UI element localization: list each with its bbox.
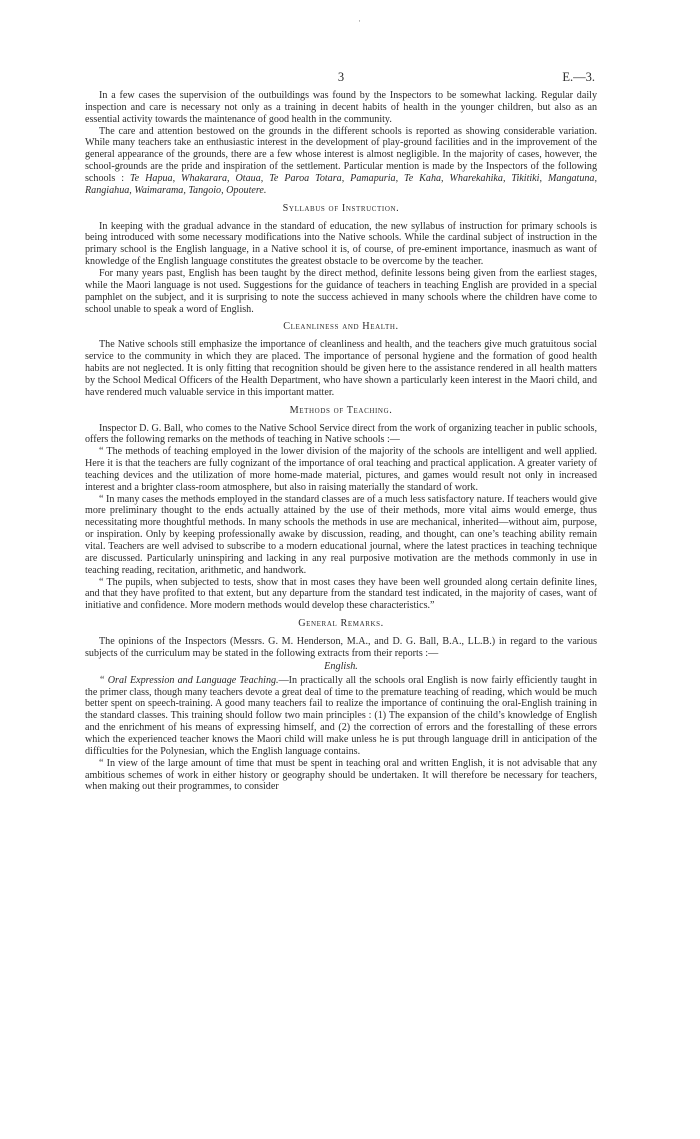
paragraph-methods-quote-3: “ The pupils, when subjected to tests, show that in most cases they have been well grounded along certain definite lines, and that they have profited to that extent, but any departure from the standard test indicated, in the majority of cases, want of initiative and confidence. More modern methods would develop these characteristics.” (85, 576, 597, 612)
paragraph-oral-expression (85, 675, 597, 758)
paragraph-view: “ In view of the large amount of time that must be spent in teaching oral and written English, it is not advisable that any ambitious schemes of work in either history or geography should be undertaken. It will therefore be necessary for teachers, when making out their programmes, to consider (85, 757, 597, 793)
paragraph-methods-intro: Inspector D. G. Ball, who comes to the Native School Service direct from the work of organizing teacher in public schools, offers the following remarks on the methods of teaching in Native schools :— (85, 422, 597, 446)
paragraph-methods-quote-2: “ In many cases the methods employed in the standard classes are of a much less satisfactory nature. If teachers would give more preliminary thought to the ends actually attained by the use of their methods, more vital aims would emerge, thus necessitating more thoughtful methods. In many schools the methods in use are mechanical, inherited—without aim, purpose, or inspiration. Only by keeping professionally awake by discussion, reading, and thought, can one’s teaching ability remain vital. Teachers are well advised to subscribe to a modern educational journal, where the latest practices in teaching technique are discussed. Particularly uninspiring and lacking in any real purposive motivation are the methods commonly in use in teaching reading, recitation, arithmetic, and handwork. (85, 493, 597, 576)
margin-dot: · (358, 16, 361, 26)
document-page (85, 0, 597, 793)
document-reference: E.—3. (562, 70, 595, 84)
section-heading-methods: Methods of Teaching. (289, 404, 393, 416)
page-number: 3 (337, 70, 345, 84)
oral-expression-title: “ Oral Expression and Language Teaching. (99, 674, 279, 686)
section-heading-general: General Remarks. (298, 618, 384, 630)
section-heading-cleanliness: Cleanliness and Health. (283, 321, 399, 333)
page-header (85, 70, 597, 90)
paragraph-methods-quote-1: “ The methods of teaching employed in the lower division of the majority of the schools are intelligent and well applied. Here it is that the teachers are fully cognizant of the importance of oral teaching and practical application. A greater variety of teaching devices and the utilization of more home-made material, pictures, and games would result not only in increased interest and a brighter class-room atmosphere, but also in raising materially the standard of work. (85, 446, 597, 493)
grounds-text: The care and attention bestowed on the grounds in the different schools is reported as showing considerable variation. While many teachers take an enthusiastic interest in the development of play-ground facilities and in the improvement of the general appearance of the grounds, there are a few whose interest is almost negligible. In the majority of cases, however, the school-grounds are the pride and inspiration of the settlement. Particular mention is made by the Inspectors of the following schools : (85, 125, 597, 184)
paragraph-syllabus-2: For many years past, English has been taught by the direct method, definite lessons being given from the earliest stages, while the Maori language is not used. Suggestions for the guidance of teachers in teaching English are provided in a special pamphlet on the subject, and it is surprising to note the success achieved in many schools where the children have come to school unable to speak a word of English. (85, 267, 597, 315)
grounds-schools-list: Te Hapua, Whakarara, Otaua, Te Paroa Totara, Pamapuria, Te Kaha, Wharekahika, Tikitiki, Mangatuna, Rangiahua, Waimarama, Tangoio, Opoutere. (85, 172, 598, 196)
paragraph-grounds (85, 126, 597, 197)
paragraph-outbuildings: In a few cases the supervision of the outbuildings was found by the Inspectors to be somewhat lacking. Regular daily inspection and care is necessary not only as a training in decent habits of health in the younger children, but also as an essential activity towards the maintenance of good health in the community. (85, 90, 597, 125)
paragraph-syllabus-1: In keeping with the gradual advance in the standard of education, the new syllabus of instruction for primary schools is being introduced with some necessary modifications into the Native schools. While the cardinal subject of instruction in the primary school is the English language, in a Native school it is, of course, of pre-eminent importance, inasmuch as want of knowledge of the English language constitutes the greatest obstacle to be overcome by the teacher. (85, 220, 597, 268)
paragraph-general: The opinions of the Inspectors (Messrs. G. M. Henderson, M.A., and D. G. Ball, B.A., LL.B.) in regard to the various subjects of the curriculum may be stated in the following extracts from their reports :— (85, 636, 597, 659)
oral-expression-text: —In practically all the schools oral English is now fairly efficiently taught in the primer class, though many teachers devote a great deal of time to the premature teaching of reading, which would be much better spent on speech-training. A good many teachers fail to realize the importance of continuing the oral-English training in the standard classes. This training should follow two main principles : (1) The expansion of the child’s knowledge of English and the enrichment of his means of expressing himself, and (2) the correction of errors and the forestalling of these errors which the experienced teacher knows the Maori child will make unless he is put through language drill in anticipation of the difficulties for the Polynesian, which the English language contains. (85, 674, 597, 757)
subheading-english: English. (324, 660, 358, 672)
section-heading-syllabus: Syllabus of Instruction. (282, 202, 400, 214)
paragraph-cleanliness: The Native schools still emphasize the importance of cleanliness and health, and the teachers give much gratuitous social service to the community in which they are placed. The importance of personal hygiene and the formation of good health habits are not neglected. It is only fitting that recognition should be given here to the assistance rendered in all health matters by the School Medical Officers of the Health Department, who have shown a particularly keen interest in the Maori child, and have rendered much valuable service in this important matter. (85, 339, 597, 398)
